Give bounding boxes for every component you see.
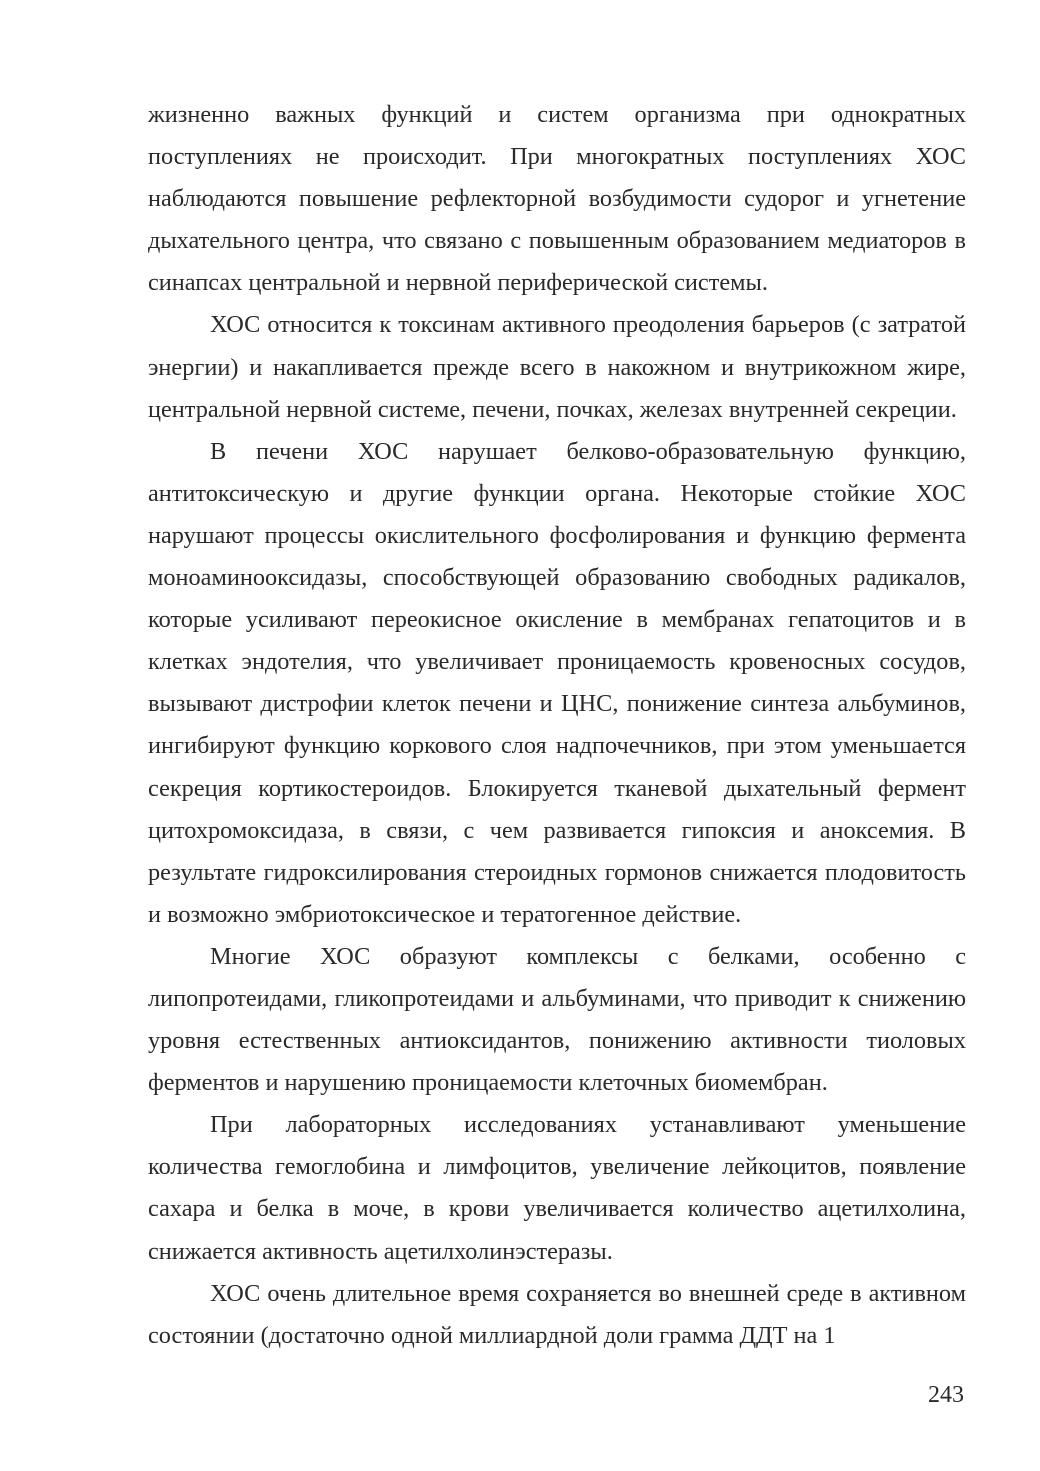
paragraph-proteins: Многие ХОС образуют комплексы с белками, особенно с липопротеидами, гликопротеидами и альбуминами, что приводит к снижению уровня естественных антиоксидантов, понижению активности тиоловых ферментов и нарушению проницаемости клеточных биомембран. bbox=[148, 942, 966, 1097]
paragraph-environment: ХОС очень длительное время сохраняется во внешней среде в активном состоянии (достаточно одной миллиардной доли грамма ДДТ на 1 bbox=[148, 1279, 966, 1349]
body-text bbox=[148, 94, 966, 1357]
paragraph-liver: В печени ХОС нарушает белково-образовательную функцию, антитоксическую и другие функции органа. Некоторые стойкие ХОС нарушают процессы окислительного фосфолирования и функцию фермента моноаминооксидазы, способствующей образованию свободных радикалов, которые усиливают переокисное окисление в мембранах гепатоцитов и в клетках эндотелия, что увеличивает проницаемость кровеносных сосудов, вызывают дистрофии клеток печени и ЦНС, понижение синтеза альбуминов, ингибируют функцию коркового слоя надпочечников, при этом уменьшается секреция кортикостероидов. Блокируется тканевой дыхательный фермент цитохромоксидаза, в связи, с чем развивается гипоксия и аноксемия. В результате гидроксилирования стероидных гормонов снижается плодовитость и возможно эмбриотоксическое и тератогенное действие. bbox=[148, 437, 966, 928]
paragraph-continuation: жизненно важных функций и систем организма при однократных поступлениях не происходит. При многократных поступлениях ХОС наблюдаются повышение рефлекторной возбудимости судорог и угнетение дыхательного центра, что связано с повышенным образованием медиаторов в синапсах центральной и нервной периферической системы. bbox=[148, 101, 966, 297]
paragraph-lab-tests: При лабораторных исследованиях устанавливают уменьшение количества гемоглобина и лимфоцитов, увеличение лейкоцитов, появление сахара и белка в моче, в крови увеличивается количество ацетилхолина, снижается активность ацетилхолинэстеразы. bbox=[148, 1111, 966, 1265]
page-number: 243 bbox=[928, 1382, 964, 1408]
paragraph-barriers: ХОС относится к токсинам активного преодоления барьеров (с затратой энергии) и накапливается прежде всего в накожном и внутрикожном жире, центральной нервной системе, печени, почках, железах внутренней секреции. bbox=[148, 311, 966, 423]
